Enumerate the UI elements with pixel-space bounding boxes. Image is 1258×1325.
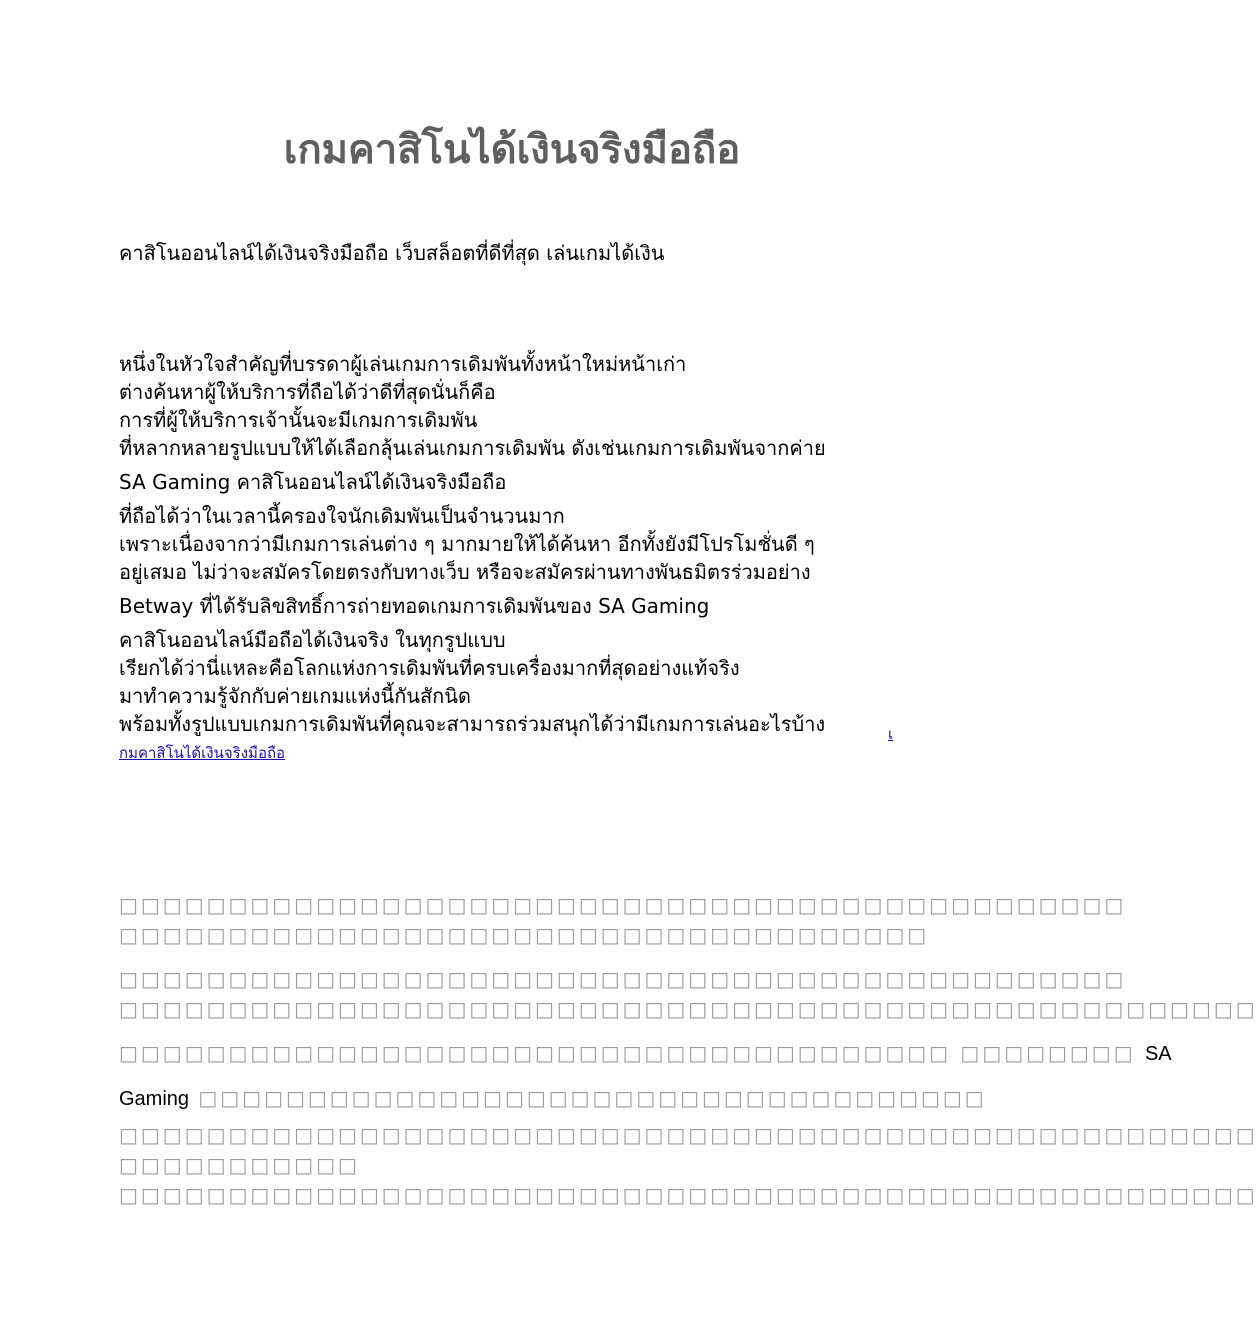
- sa-label: SA: [1144, 1043, 1172, 1065]
- body-line: คาสิโนออนไลน์มือถือได้เงินจริง ในทุกรูปแบบ: [119, 628, 506, 652]
- body-line: เพราะเนื่องจากว่ามีเกมการเล่นต่าง ๆ มากมายให้ได้ค้นหา อีกทั้งยังมีโปรโมชั่นดี ๆ: [119, 532, 815, 556]
- missing-glyph-line: □□□□□□□□□□□: [119, 1153, 360, 1177]
- body-line: ต่างค้นหาผู้ให้บริการที่ถือได้ว่าดีที่สุดนั่นก็คือ: [119, 380, 496, 404]
- missing-glyph-line: [119, 1038, 1172, 1069]
- body-line: หนึ่งในหัวใจสำคัญที่บรรดาผู้เล่นเกมการเดิมพันทั้งหน้าใหม่หน้าเก่า: [119, 352, 687, 376]
- missing-glyph-line: □□□□□□□□□□□□□□□□□□□□□□□□□□□□□□□□□□□□□□□□□□□□□□□□□□□□: [119, 1183, 1258, 1207]
- missing-glyph-line: □□□□□□□□□□□□□□□□□□□□□□□□□□□□□□□□□□□□□: [119, 923, 930, 947]
- body-line: การที่ผู้ให้บริการเจ้านั้นจะมีเกมการเดิมพัน: [119, 408, 478, 432]
- subtitle: คาสิโนออนไลน์ได้เงินจริงมือถือ เว็บสล็อตที่ดีที่สุด เล่นเกมได้เงิน: [119, 241, 665, 265]
- body-line: มาทำความรู้จักกับค่ายเกมแห่งนี้กันสักนิด: [119, 684, 471, 708]
- missing-glyph-line: □□□□□□□□□□□□□□□□□□□□□□□□□□□□□□□□□□□□□□□□□□□□□□: [119, 967, 1127, 991]
- missing-glyph-line: [119, 1083, 987, 1114]
- missing-glyph-line: □□□□□□□□□□□□□□□□□□□□□□□□□□□□□□□□□□□□□□□□□□□□□□□□□□□□: [119, 1123, 1258, 1147]
- missing-glyph-text: [119, 890, 1258, 1210]
- page-title: เกมคาสิโนได้เงินจริงมือถือ: [283, 127, 741, 173]
- body-line: ที่หลากหลายรูปแบบให้ได้เลือกลุ้นเล่นเกมการเดิมพัน ดังเช่นเกมการเดิมพันจากค่าย: [119, 436, 826, 460]
- body-line: ที่ถือได้ว่าในเวลานี้ครองใจนักเดิมพันเป็นจำนวนมาก: [119, 504, 565, 528]
- article-link[interactable]: กมคาสิโนได้เงินจริงมือถือ: [119, 744, 286, 762]
- gaming-label: Gaming: [119, 1088, 190, 1110]
- article-link-start[interactable]: เ: [888, 725, 894, 743]
- missing-glyph-line: □□□□□□□□□□□□□□□□□□□□□□□□□□□□□□□□□□□□□□□□□□□□□□□□□□□□: [119, 997, 1258, 1021]
- missing-glyph-run: □□□□□□□□□□□□□□□□□□□□□□□□□□□□□□□□□□□□□□ □□□□□□□□: [119, 1041, 1136, 1065]
- body-text: [119, 350, 919, 738]
- body-line: SA Gaming คาสิโนออนไลน์ได้เงินจริงมือถือ: [119, 470, 507, 494]
- body-line: Betway ที่ได้รับลิขสิทธิ์การถ่ายทอดเกมการเดิมพันของ SA Gaming: [119, 594, 710, 618]
- body-line: เรียกได้ว่านี่แหละคือโลกแห่งการเดิมพันที่ครบเครื่องมากที่สุดอย่างแท้จริง: [119, 656, 740, 680]
- missing-glyph-line: □□□□□□□□□□□□□□□□□□□□□□□□□□□□□□□□□□□□□□□□□□□□□□: [119, 893, 1127, 917]
- missing-glyph-run: □□□□□□□□□□□□□□□□□□□□□□□□□□□□□□□□□□□□: [198, 1086, 987, 1110]
- body-line: อยู่เสมอ ไม่ว่าจะสมัครโดยตรงกับทางเว็บ หรือจะสมัครผ่านทางพันธมิตรร่วมอย่าง: [119, 560, 811, 584]
- body-line: พร้อมทั้งรูปแบบเกมการเดิมพันที่คุณจะสามารถร่วมสนุกได้ว่ามีเกมการเล่นอะไรบ้าง: [119, 712, 826, 736]
